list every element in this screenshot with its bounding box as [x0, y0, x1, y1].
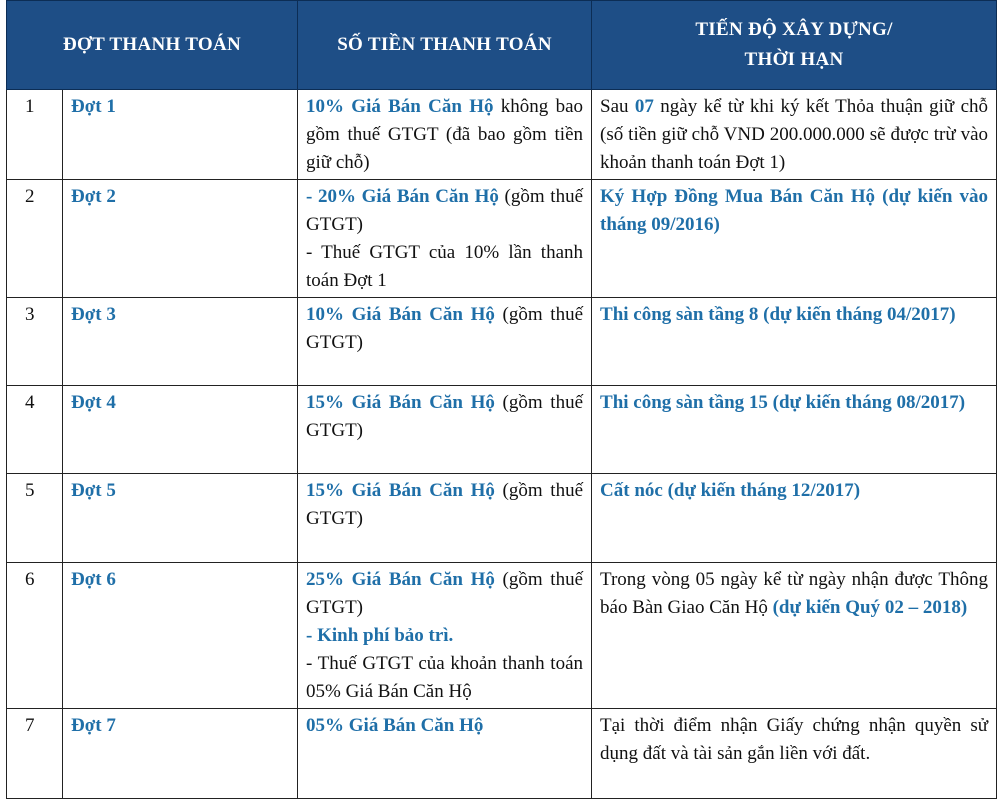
progress-highlight: Thi công sàn tầng 15 (dự kiến tháng 08/2017) [600, 392, 966, 413]
row-number: 6 [7, 563, 63, 709]
row-number: 2 [7, 180, 63, 298]
table-row [7, 474, 997, 563]
table-row [7, 298, 997, 386]
amount-highlight: 15% Giá Bán Căn Hộ [306, 392, 495, 413]
amount-line [306, 183, 583, 239]
amount-cell [298, 298, 592, 386]
installment-name: Đợt 1 [63, 90, 298, 180]
row-number: 7 [7, 709, 63, 799]
amount-highlight: 10% Giá Bán Căn Hộ [306, 96, 494, 117]
installment-name: Đợt 4 [63, 386, 298, 474]
progress-cell [592, 474, 997, 563]
header-amount: SỐ TIỀN THANH TOÁN [298, 1, 592, 90]
header-progress-line1: TIẾN ĐỘ XÂY DỰNG/ [695, 19, 893, 40]
progress-highlight: 07 [634, 96, 654, 117]
amount-highlight: 10% Giá Bán Căn Hộ [306, 304, 495, 325]
progress-cell [592, 563, 997, 709]
amount-line-2: - Thuế GTGT của 10% lần thanh toán Đợt 1 [306, 242, 584, 291]
installment-name: Đợt 7 [63, 709, 298, 799]
row-number: 1 [7, 90, 63, 180]
amount-highlight: 15% Giá Bán Căn Hộ [306, 480, 495, 501]
amount-text: (gồm thuế GTGT) [306, 480, 584, 529]
amount-text: (gồm thuế GTGT) [306, 304, 584, 353]
progress-cell [592, 709, 997, 799]
progress-highlight: Ký Hợp Đồng Mua Bán Căn Hộ (dự kiến vào tháng 09/2016) [600, 186, 989, 235]
amount-cell [298, 386, 592, 474]
row-number: 5 [7, 474, 63, 563]
amount-text: (gồm thuế GTGT) [306, 569, 584, 618]
installment-name: Đợt 6 [63, 563, 298, 709]
table-row [7, 90, 997, 180]
table-row [7, 180, 997, 298]
installment-name: Đợt 2 [63, 180, 298, 298]
progress-text: Sau [600, 96, 635, 117]
amount-text: không bao gồm thuế GTGT (đã bao gồm tiền giữ chỗ) [306, 96, 584, 173]
table-row [7, 386, 997, 474]
header-progress [592, 1, 997, 90]
amount-highlight: 25% Giá Bán Căn Hộ [306, 569, 495, 590]
progress-text: Tại thời điểm nhận Giấy chứng nhận quyền sử dụng đất và tài sản gắn liền với đất. [600, 715, 989, 764]
progress-cell [592, 386, 997, 474]
table-row [7, 709, 997, 799]
table-header-row [7, 1, 997, 90]
amount-highlight: - 20% Giá Bán Căn Hộ [306, 186, 499, 207]
progress-cell [592, 180, 997, 298]
amount-line-2: - Kinh phí bảo trì. [306, 625, 454, 646]
installment-name: Đợt 5 [63, 474, 298, 563]
progress-highlight: Cất nóc (dự kiến tháng 12/2017) [600, 480, 861, 501]
row-number: 3 [7, 298, 63, 386]
payment-schedule-table [6, 0, 997, 799]
progress-cell [592, 298, 997, 386]
table-row [7, 563, 997, 709]
progress-cell [592, 90, 997, 180]
amount-text: (gồm thuế GTGT) [306, 186, 584, 235]
amount-text: (gồm thuế GTGT) [306, 392, 584, 441]
header-installment: ĐỢT THANH TOÁN [7, 1, 298, 90]
installment-name: Đợt 3 [63, 298, 298, 386]
progress-highlight: (dự kiến Quý 02 – 2018) [772, 597, 968, 618]
amount-cell [298, 90, 592, 180]
amount-cell [298, 180, 592, 298]
amount-line [306, 566, 583, 622]
progress-highlight: Thi công sàn tầng 8 (dự kiến tháng 04/2017) [600, 304, 956, 325]
amount-cell [298, 563, 592, 709]
amount-cell [298, 474, 592, 563]
progress-text-tail: ngày kể từ khi ký kết Thỏa thuận giữ chỗ (số tiền giữ chỗ VND 200.000.000 sẽ được trừ vào khoản thanh toán Đợt 1) [600, 96, 989, 173]
amount-line-3: - Thuế GTGT của khoản thanh toán 05% Giá Bán Căn Hộ [306, 653, 584, 702]
amount-cell [298, 709, 592, 799]
header-progress-line2: THỜI HẠN [744, 49, 844, 70]
progress-text: Trong vòng 05 ngày kể từ ngày nhận được Thông báo Bàn Giao Căn Hộ [600, 569, 989, 618]
amount-highlight: 05% Giá Bán Căn Hộ [306, 715, 484, 736]
row-number: 4 [7, 386, 63, 474]
